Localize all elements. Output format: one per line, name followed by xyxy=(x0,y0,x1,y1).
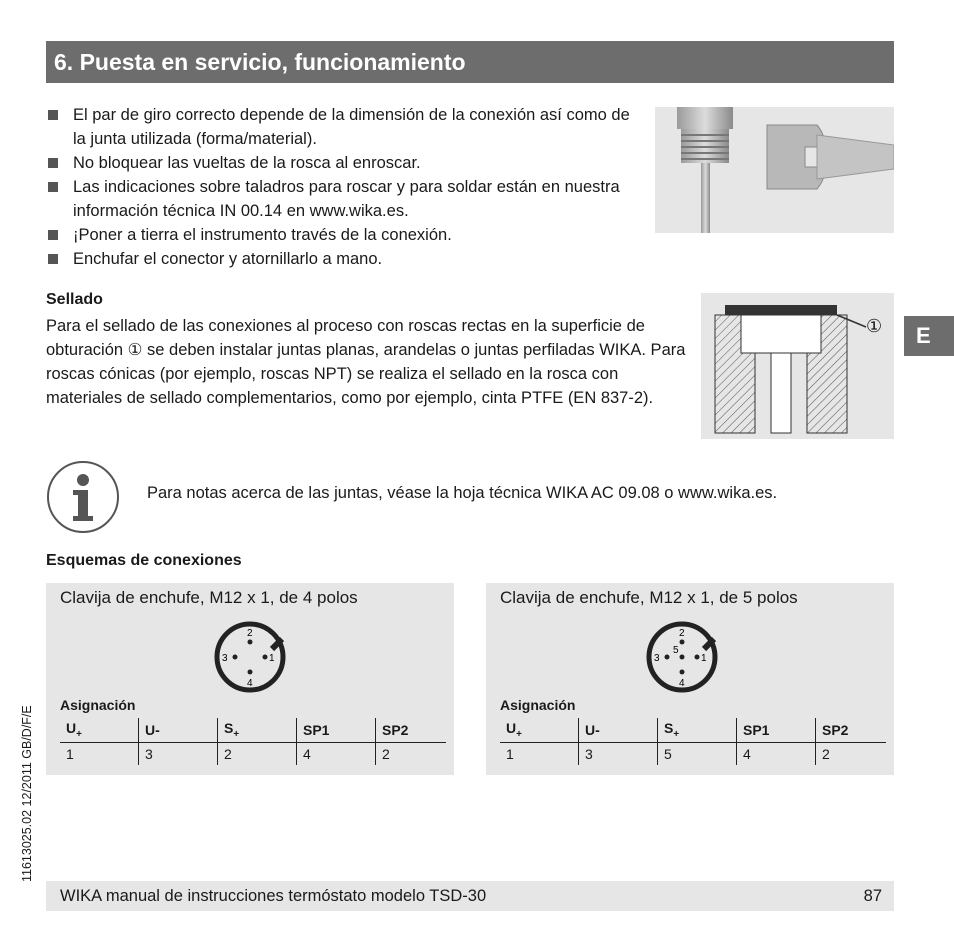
schemes-heading: Esquemas de conexiones xyxy=(46,552,242,569)
column-header: SP1 xyxy=(297,718,376,743)
pin-5-label: 5 xyxy=(673,645,679,656)
pin-1-label: 1 xyxy=(701,653,707,664)
column-header: SP2 xyxy=(816,718,887,743)
connector-title: Clavija de enchufe, M12 x 1, de 4 polos xyxy=(60,588,358,607)
column-header: $S_+$ xyxy=(218,718,297,743)
table-header-row xyxy=(60,718,446,743)
sealing-callout-marker: ① xyxy=(866,316,883,337)
table-cell: 1 xyxy=(66,746,74,762)
column-header: U- xyxy=(139,718,218,743)
assignment-label: Asignación xyxy=(60,697,136,713)
pin-5-dot xyxy=(680,655,685,660)
bullet-square-icon xyxy=(48,158,58,168)
pin-2-dot xyxy=(680,640,685,645)
table-row xyxy=(500,743,886,766)
pin-2-label: 2 xyxy=(679,628,685,639)
column-header: SP2 xyxy=(376,718,447,743)
pin-3-dot xyxy=(665,655,670,660)
table-header-row xyxy=(500,718,886,743)
pin-4-dot xyxy=(680,670,685,675)
table-cell: 1 xyxy=(506,746,514,762)
bullet-square-icon xyxy=(48,254,58,264)
connector-4pin-box xyxy=(46,583,454,775)
pin-assignment-table xyxy=(60,718,446,765)
thread-wrench-photo xyxy=(655,107,894,233)
info-note: Para notas acerca de las juntas, véase la hoja técnica WIKA AC 09.08 o www.wika.es. xyxy=(147,484,778,502)
pin-4-label: 4 xyxy=(679,678,685,689)
pin-4-dot xyxy=(248,670,253,675)
pin-2-dot xyxy=(248,640,253,645)
pin-3-label: 3 xyxy=(222,653,228,664)
table-cell: 2 xyxy=(218,743,297,766)
page-number: 87 xyxy=(863,887,882,905)
list-item: Enchufar el conector y atornillarlo a mano. xyxy=(46,247,636,271)
sealing-heading: Sellado xyxy=(46,291,103,308)
pin-3-dot xyxy=(233,655,238,660)
footer-text: WIKA manual de instrucciones termóstato modelo TSD-30 xyxy=(60,887,487,905)
column-header: $S_+$ xyxy=(658,718,737,743)
page-footer xyxy=(46,881,894,911)
list-item: No bloquear las vueltas de la rosca al enroscar. xyxy=(46,151,636,175)
pin-1-label: 1 xyxy=(269,653,275,664)
info-icon xyxy=(46,460,120,534)
language-tab: E xyxy=(904,316,954,356)
table-cell: 2 xyxy=(816,743,887,766)
pin-4-label: 4 xyxy=(247,678,253,689)
column-header: $U_+$ xyxy=(500,718,579,743)
connector-4pin-diagram xyxy=(46,617,454,693)
table-cell: 3 xyxy=(579,743,658,766)
bullet-square-icon xyxy=(48,110,58,120)
connector-title: Clavija de enchufe, M12 x 1, de 5 polos xyxy=(500,588,798,607)
list-item: ¡Poner a tierra el instrumento través de la conexión. xyxy=(46,223,636,247)
section-title: 6. Puesta en servicio, funcionamiento xyxy=(46,41,894,83)
bullet-square-icon xyxy=(48,230,58,240)
bullet-square-icon xyxy=(48,182,58,192)
sealing-paragraph: Para el sellado de las conexiones al proceso con roscas rectas en la superficie de obturación ① se deben instalar juntas planas, arandelas o juntas perfiladas WIKA. Para roscas cónicas (por ejemplo, roscas NPT) se realiza el sellado en la rosca con materiales de sellado complementarios, como por ejemplo, cinta PTFE (EN 837-2). xyxy=(46,317,686,407)
pin-1-dot xyxy=(695,655,700,660)
table-row xyxy=(60,743,446,766)
pin-1-dot xyxy=(263,655,268,660)
table-cell: 4 xyxy=(297,743,376,766)
column-header: U- xyxy=(579,718,658,743)
pin-3-label: 3 xyxy=(654,653,660,664)
list-item: Las indicaciones sobre taladros para roscar y para soldar están en nuestra información técnica IN 00.14 en www.wika.es. xyxy=(46,175,636,223)
connector-5pin-box xyxy=(486,583,894,775)
table-cell: 4 xyxy=(737,743,816,766)
table-cell: 5 xyxy=(658,743,737,766)
column-header: SP1 xyxy=(737,718,816,743)
sealing-diagram xyxy=(701,293,894,439)
assignment-label: Asignación xyxy=(500,697,576,713)
pin-assignment-table xyxy=(500,718,886,765)
list-item: El par de giro correcto depende de la dimensión de la conexión así como de la junta utilizada (forma/material). xyxy=(46,103,636,151)
table-cell: 2 xyxy=(376,743,447,766)
table-cell: 3 xyxy=(139,743,218,766)
connector-5pin-diagram xyxy=(486,617,894,693)
column-header: $U_+$ xyxy=(60,718,139,743)
bullet-list xyxy=(46,103,636,271)
document-code: 11613025.02 12/2011 GB/D/F/E xyxy=(20,705,34,882)
pin-2-label: 2 xyxy=(247,628,253,639)
